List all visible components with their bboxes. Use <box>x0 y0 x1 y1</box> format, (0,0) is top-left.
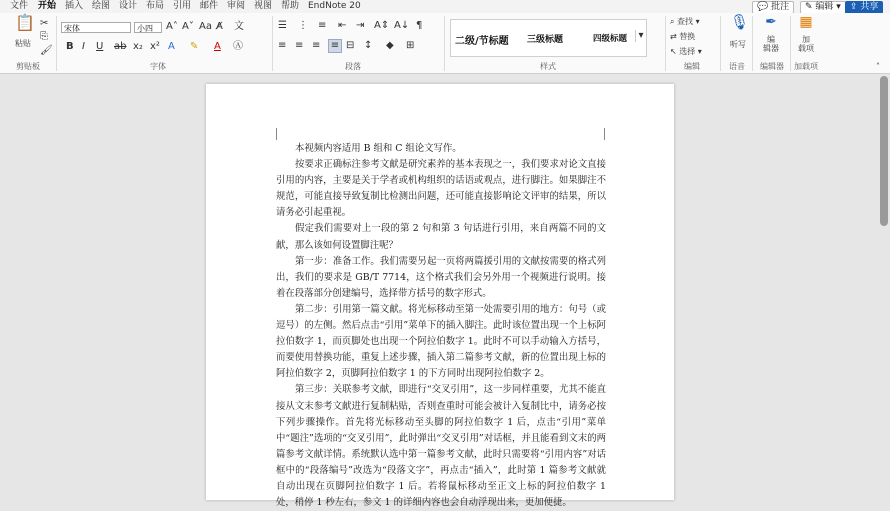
vertical-scrollbar[interactable] <box>880 76 888 226</box>
font-name-select[interactable]: 宋体 <box>61 22 131 33</box>
tab-endnote[interactable]: EndNote 20 <box>308 1 361 11</box>
bold-icon[interactable]: B <box>66 41 74 52</box>
find-button[interactable]: ⌕ 查找 ▾ <box>670 17 700 26</box>
dictate-label: 听写 <box>730 40 746 49</box>
increase-indent-icon[interactable]: ⇥ <box>356 20 365 31</box>
editor-button-label: 编 辑器 <box>763 35 779 53</box>
phonetic-guide-icon[interactable]: 文 <box>234 21 244 32</box>
underline-icon[interactable]: U <box>96 41 104 52</box>
addins-icon[interactable]: ▦ <box>799 14 813 30</box>
share-label: 共享 <box>860 2 879 12</box>
group-separator <box>665 16 666 71</box>
style-heading3[interactable]: 三级标题 <box>527 35 564 45</box>
addins-button-label: 加 载项 <box>798 35 814 53</box>
editing-group-label: 编辑 <box>684 62 700 71</box>
numbering-icon[interactable]: ⋮ <box>298 20 308 31</box>
replace-button[interactable]: ⇄ 替换 <box>670 32 696 41</box>
editing-mode-button[interactable]: ✎ 编辑 ▾ <box>800 1 846 14</box>
paragraph: 第二步：引用第一篇文献。将光标移动至第一处需要引用的地方：句号（或逗号）的左侧。然后点击“引用”菜单下的插入脚注。此时该位置出现一个上标阿拉伯数字 1，而页脚处也出现一个阿拉伯数字 1。此时不可以手动输入方括号，而要使用替换功能，重复上述步骤，插入第二篇参考文献，新的位置出现上标的阿拉伯数字 2，页脚阿拉伯数字 1 的下方同时出现阿拉伯数字 2。 <box>276 303 606 380</box>
paragraph: 第三步：关联参考文献，即进行“交叉引用”，这一步同样重要，尤其不能直接从文末参考文献进行复制粘贴，否则查重时可能会被计入复制比中，请务必按下列步骤操作。首先将光标移动至头脚的阿拉伯数字 1 后，点击“引用”菜单中“题注”选项的“交叉引用”，此时弹出“交叉引用”对话框，并且能看到文末的两篇参考文献详情。系统默认选中第一篇参考文献，此时只需要将“引用内容”对话框中的“段落编号”改选为“段落文字”，再点击“插入”，此时第 1 篇参考文献就自动出现在页脚阿拉伯数字 1 后。若将鼠标移动至正文上标的阿拉伯数字 1 处，稍停 1 秒左右，参文 1 的详细内容也会自动浮现出来，更加便捷。 <box>276 384 606 509</box>
group-separator <box>56 16 57 71</box>
tab-references[interactable]: 引用 <box>173 1 192 11</box>
comment-button[interactable]: 💬 批注 <box>752 1 794 14</box>
paragraph: 按要求正确标注参考文献是研究素养的基本表现之一，我们要求对论文直接引用的内容，主要是关于学者或机构组织的话语或观点，进行脚注。如果脚注不规范，可能直接导致复制比检测出问题，还可能直接影响论文评审的结果，所以请务必引起重视。 <box>276 159 606 219</box>
sort-icon[interactable]: A↓ <box>394 20 410 31</box>
distributed-icon[interactable]: ⊟ <box>346 40 355 51</box>
styles-more-icon[interactable]: ▾ <box>635 30 646 42</box>
cut-icon[interactable]: ✂ <box>40 18 49 29</box>
bullets-icon[interactable]: ☰ <box>278 20 287 31</box>
superscript-icon[interactable]: x² <box>150 41 160 52</box>
align-center-icon[interactable]: ≡ <box>295 40 304 51</box>
tab-draw[interactable]: 绘图 <box>92 1 111 11</box>
share-button[interactable]: ⇪ 共享 <box>845 1 883 14</box>
decrease-indent-icon[interactable]: ⇤ <box>338 20 347 31</box>
ribbon <box>0 13 890 74</box>
editing-mode-label: 编辑 <box>815 2 834 12</box>
paste-label: 粘贴 <box>15 39 31 48</box>
select-label: 选择 <box>679 47 696 56</box>
group-separator <box>720 16 721 71</box>
grow-font-icon[interactable]: A˄ <box>166 21 178 32</box>
paragraph: 本视频内容适用 B 组和 C 组论文写作。 <box>295 143 462 154</box>
format-painter-icon[interactable]: 🖌 <box>40 45 53 56</box>
menu-bar <box>0 0 890 13</box>
tab-design[interactable]: 设计 <box>119 1 138 11</box>
paragraph: 第一步：准备工作。我们需要另起一页将两篇援引用的文献按需要的格式列出，我们的要求是 GB/T 7714，这个格式我们会另外用一个视频进行说明。接着在段落部分创建编号，选择带方括号的数字形式。 <box>276 255 606 299</box>
addins-group-label: 加载项 <box>794 62 818 71</box>
align-right-icon[interactable]: ≡ <box>312 40 321 51</box>
replace-label: 替换 <box>679 32 696 41</box>
clear-formatting-icon[interactable]: A̸ <box>216 21 223 32</box>
align-left-icon[interactable]: ≡ <box>278 40 287 51</box>
show-marks-icon[interactable]: ¶ <box>416 20 423 31</box>
shrink-font-icon[interactable]: A˅ <box>182 21 194 32</box>
italic-icon[interactable]: I <box>82 41 85 52</box>
change-case-icon[interactable]: Aa <box>199 21 212 32</box>
crop-mark <box>276 128 277 140</box>
paste-icon[interactable]: 📋 <box>15 13 35 32</box>
document-page[interactable] <box>206 84 674 509</box>
tab-layout[interactable]: 布局 <box>146 1 165 11</box>
styles-group-label: 样式 <box>540 62 556 71</box>
tab-insert[interactable]: 插入 <box>65 1 84 11</box>
editor-icon[interactable]: ✒ <box>765 14 777 30</box>
style-heading4[interactable]: 四级标题 <box>593 34 628 44</box>
tab-review[interactable]: 审阅 <box>227 1 246 11</box>
justify-icon[interactable]: ≡ <box>328 39 342 53</box>
styles-gallery <box>450 19 647 57</box>
group-separator <box>752 16 753 71</box>
font-color-icon[interactable]: A <box>214 41 221 52</box>
tab-view[interactable]: 视图 <box>254 1 273 11</box>
tab-help[interactable]: 帮助 <box>281 1 300 11</box>
char-border-icon[interactable]: Ⓐ <box>233 41 243 52</box>
line-spacing-icon[interactable]: ↕ <box>364 40 373 51</box>
subscript-icon[interactable]: x₂ <box>133 41 143 52</box>
paragraph: 假定我们需要对上一段的第 2 句和第 3 句话进行引用，来自两篇不同的文献，那么该如何设置脚注呢？ <box>276 223 606 251</box>
shading-icon[interactable]: ◆ <box>386 40 394 51</box>
microphone-icon[interactable]: 🎙 <box>730 13 750 31</box>
highlight-icon[interactable]: ✎ <box>190 41 199 52</box>
group-separator <box>272 16 273 71</box>
tab-home[interactable]: 开始 <box>38 0 56 15</box>
font-size-select[interactable]: 小四 <box>134 22 162 33</box>
copy-icon[interactable]: ⎘ <box>40 31 48 42</box>
font-group-label: 字体 <box>150 62 166 71</box>
voice-group-label: 语音 <box>729 62 745 71</box>
collapse-ribbon-icon[interactable]: ˄ <box>876 62 880 71</box>
borders-icon[interactable]: ⊞ <box>406 40 415 51</box>
crop-mark <box>604 128 605 140</box>
group-separator <box>790 16 791 71</box>
multilevel-list-icon[interactable]: ≡ <box>318 20 327 31</box>
find-label: 查找 <box>677 17 694 26</box>
tab-file[interactable]: 文件 <box>10 1 29 11</box>
document-body[interactable] <box>276 141 606 511</box>
paragraph-group-label: 段落 <box>345 62 361 71</box>
editor-group-label: 编辑器 <box>760 62 784 71</box>
style-heading2[interactable]: 二级/节标题 <box>455 36 509 47</box>
text-effects-icon[interactable]: A <box>168 41 175 52</box>
group-separator <box>444 16 445 71</box>
clipboard-group-label: 剪贴板 <box>16 62 40 71</box>
select-button[interactable]: ↖ 选择 ▾ <box>670 47 702 56</box>
strikethrough-icon[interactable]: ab <box>114 41 127 52</box>
comment-label: 批注 <box>771 2 790 12</box>
chinese-layout-icon[interactable]: A⇕ <box>374 20 390 31</box>
tab-mailings[interactable]: 邮件 <box>200 1 219 11</box>
